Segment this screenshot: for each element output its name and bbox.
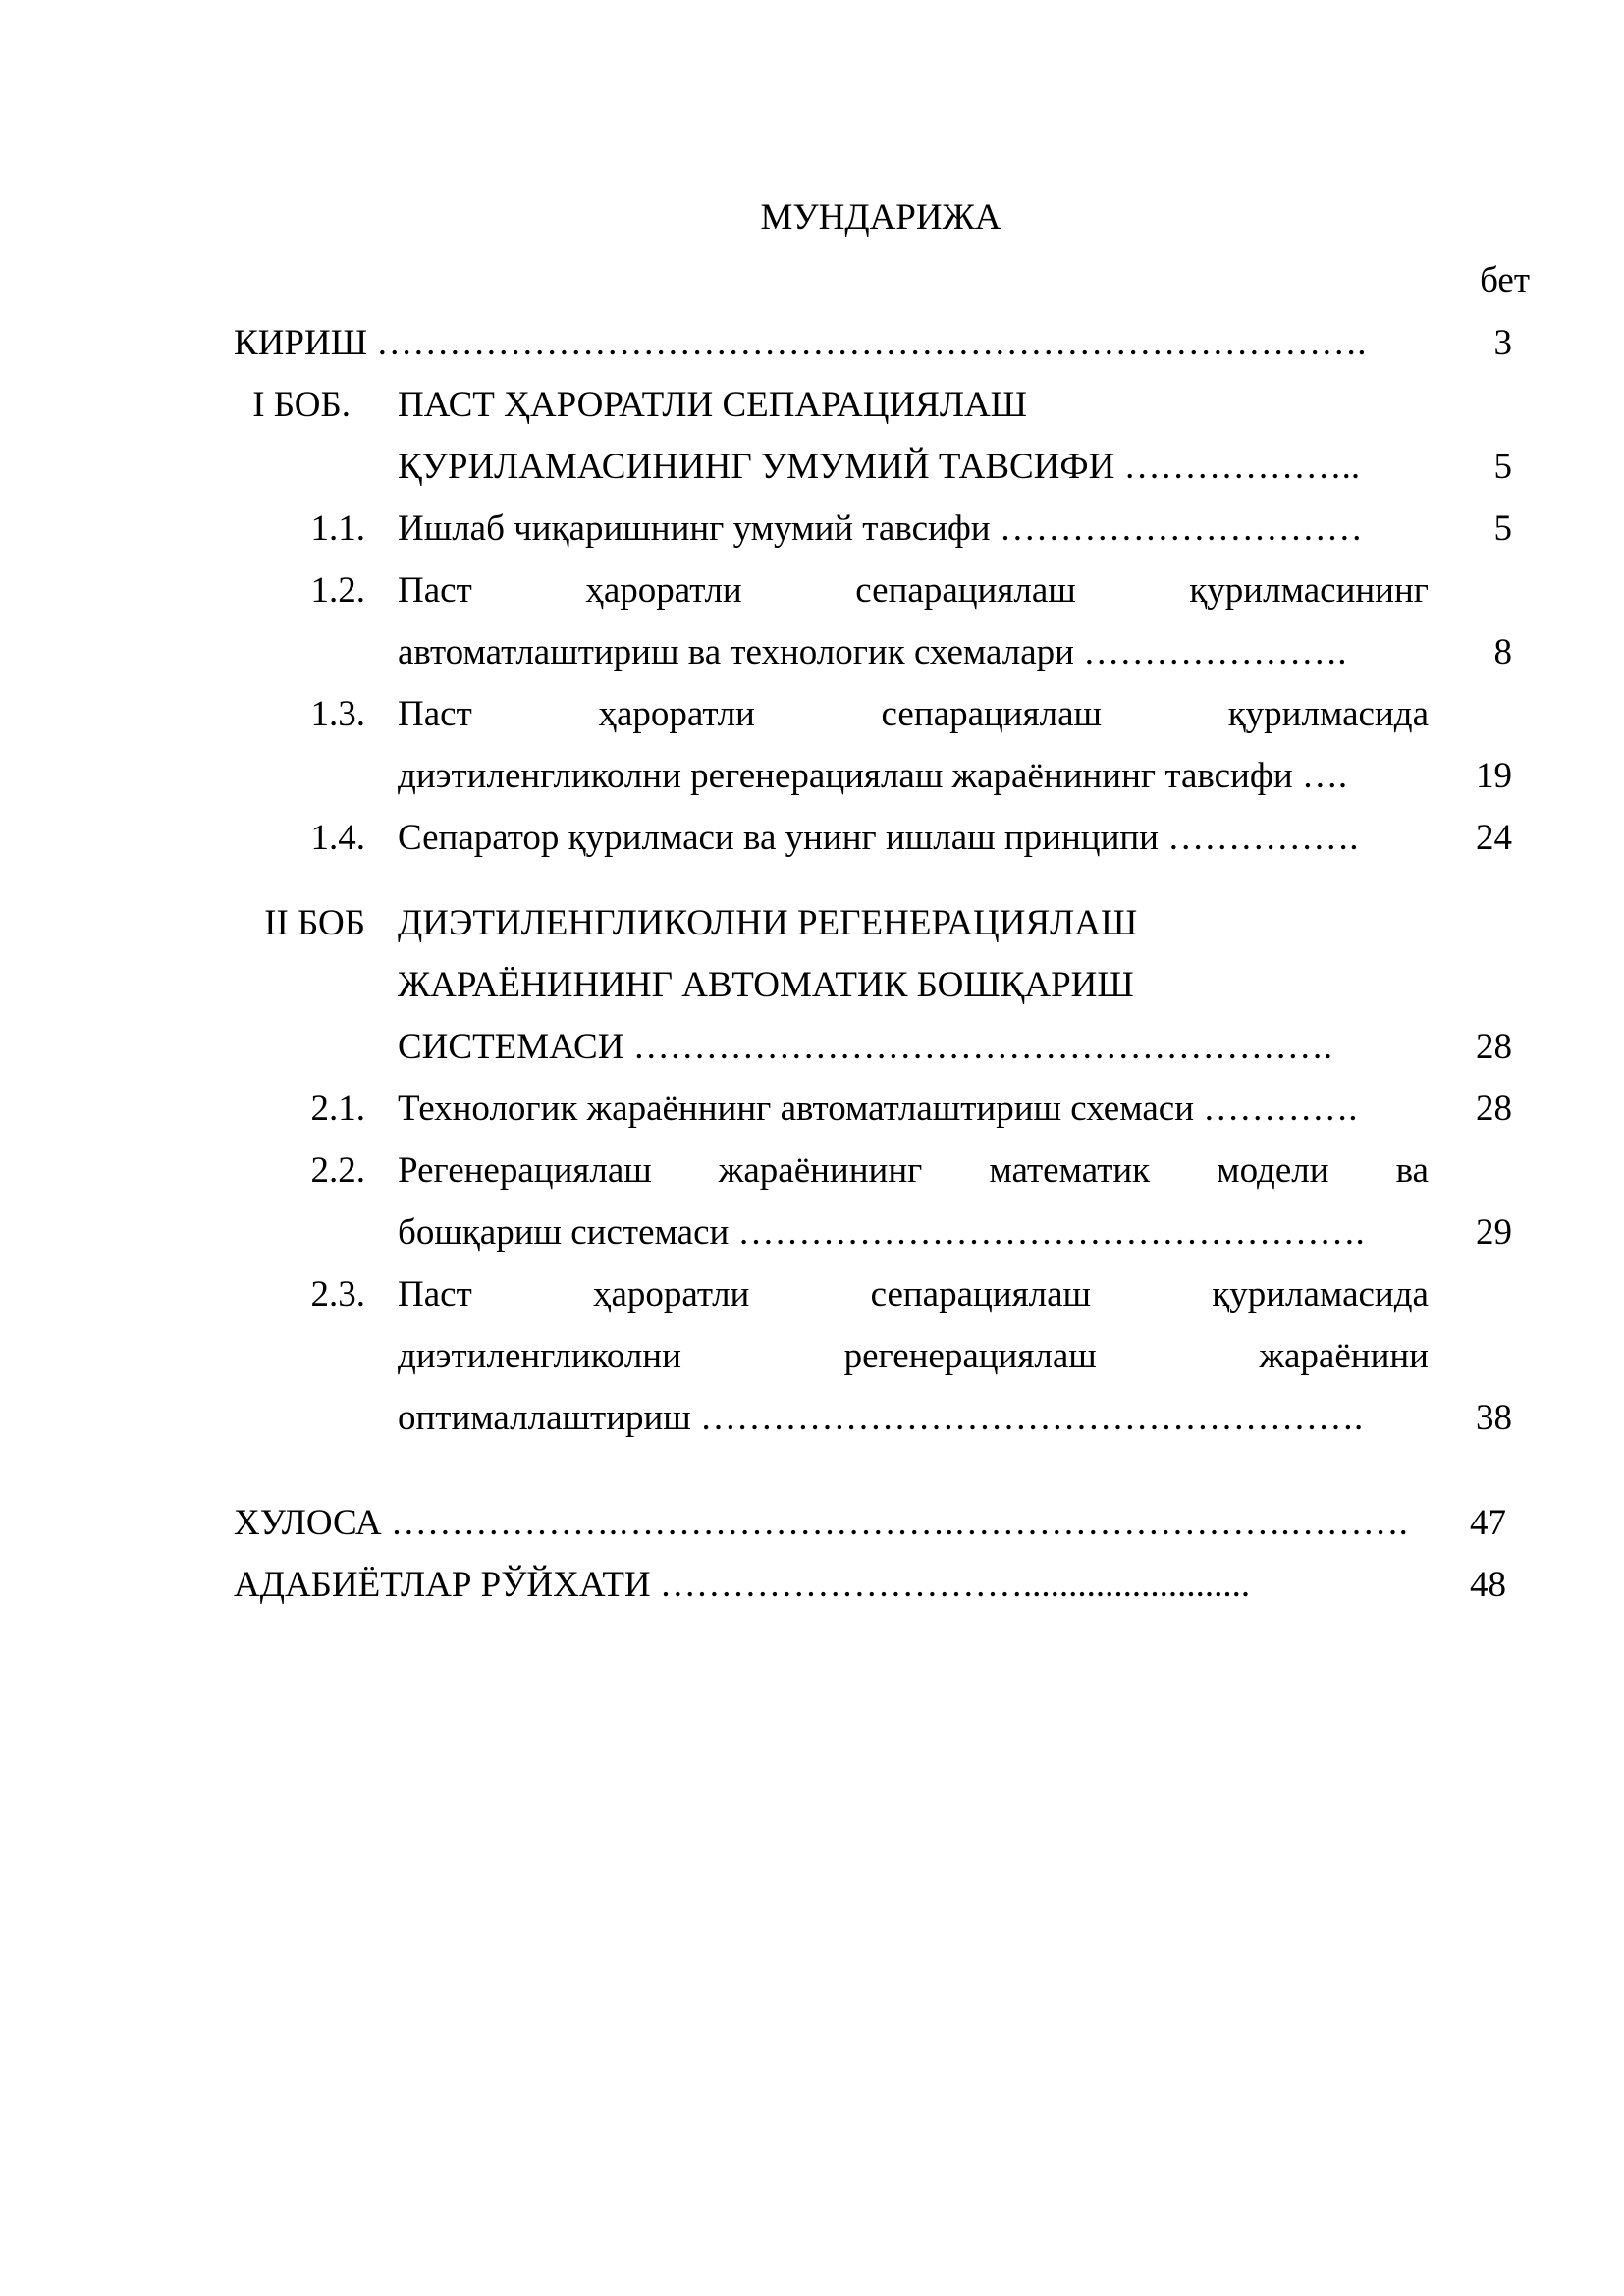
toc-entry-page: 5 [1493,508,1512,549]
toc-entry-page: 28 [1476,1089,1512,1129]
toc-word: диэтиленгликолни [398,1336,681,1376]
page-column-header: бет [1480,260,1530,300]
toc-entry-page: 19 [1476,756,1512,796]
toc-entry-text: Технологик жараённинг автоматлаштириш схемаси …………. [398,1089,1358,1129]
toc-entry-page: 24 [1476,818,1512,858]
toc-word: ҳароратли [598,694,755,734]
toc-entry-text: АДАБИЁТЛАР РЎЙХАТИ …………………………......................... [234,1565,1251,1605]
toc-word: сепарациялаш [870,1274,1092,1314]
toc-entry-page: 38 [1476,1398,1512,1438]
toc-word: Паст [398,694,472,734]
toc-entry-number: 1.4. [310,818,365,858]
toc-word: математик [989,1150,1151,1191]
toc-entry-page: 8 [1493,632,1512,672]
page-title: МУНДАРИЖА [760,197,1001,238]
toc-entry-text: ХУЛОСА ……………….……………………….……………………….………. [234,1503,1408,1543]
toc-word: модели [1217,1150,1329,1191]
toc-entry-number: 1.2. [310,570,365,611]
toc-entry-text: оптималлаштириш ………………………………………………. [398,1398,1364,1438]
toc-entry-number: 2.1. [310,1089,365,1129]
toc-word: ҳароратли [585,570,742,611]
toc-entry-number: 2.3. [310,1274,365,1314]
toc-entry-page: 47 [1470,1503,1506,1543]
toc-word: Паст [398,1274,472,1314]
toc-entry-text: СИСТЕМАСИ …………………………………………………. [398,1027,1332,1067]
toc-entry-text: ЖАРАЁНИНИНГ АВТОМАТИК БОШҚАРИШ [398,965,1134,1005]
toc-word: қуриламасида [1212,1274,1429,1314]
toc-word: жараёнини [1259,1336,1429,1376]
toc-word: ва [1395,1150,1429,1191]
toc-entry-number: 2.2. [310,1150,365,1191]
toc-word: сепарациялаш [855,570,1076,611]
toc-entry-text: КИРИШ ………………………………………………………………………. [234,323,1367,363]
toc-word: регенерациялаш [843,1336,1097,1376]
toc-entry-text-justified [398,1152,1429,1189]
toc-entry-text: диэтиленгликолни регенерациялаш жараёнининг тавсифи …. [398,756,1348,796]
toc-word: жараёнининг [718,1150,923,1191]
toc-entry-page: 48 [1470,1565,1506,1605]
toc-entry-text: ПАСТ ҲАРОРАТЛИ СЕПАРАЦИЯЛАШ [398,385,1027,425]
toc-entry-page: 28 [1476,1027,1512,1067]
toc-entry-text: Сепаратор қурилмаси ва унинг ишлаш принципи ……………. [398,818,1359,858]
toc-word: Регенерациялаш [398,1150,652,1191]
toc-entry-text: Ишлаб чиқаришнинг умумий тавсифи ………………………… [398,508,1363,549]
toc-entry-number: II БОБ [264,903,365,943]
toc-entry-text-justified [398,1338,1429,1374]
toc-entry-text: бошқариш системаси ……………………………………………. [398,1212,1365,1253]
toc-entry-text: ДИЭТИЛЕНГЛИКОЛНИ РЕГЕНЕРАЦИЯЛАШ [398,903,1138,943]
toc-entry-text: автоматлаштириш ва технологик схемалари …………………. [398,632,1347,672]
toc-word: Паст [398,570,472,611]
toc-entry-number: 1.3. [310,694,365,734]
toc-entry-page: 29 [1476,1212,1512,1253]
toc-entry-number: I БОБ. [252,385,351,425]
toc-word: қурилмасининг [1189,570,1429,611]
toc-entry-text-justified [398,1276,1429,1312]
toc-entry-page: 3 [1493,323,1512,363]
toc-word: ҳароратли [592,1274,750,1314]
toc-word: қурилмасида [1227,694,1429,734]
toc-word: сепарациялаш [881,694,1102,734]
toc-entry-number: 1.1. [310,508,365,549]
toc-entry-text-justified [398,572,1429,609]
toc-entry-page: 5 [1493,447,1512,487]
toc-entry-text: ҚУРИЛАМАСИНИНГ УМУМИЙ ТАВСИФИ ……………….. [398,447,1361,487]
toc-entry-text-justified [398,696,1429,732]
